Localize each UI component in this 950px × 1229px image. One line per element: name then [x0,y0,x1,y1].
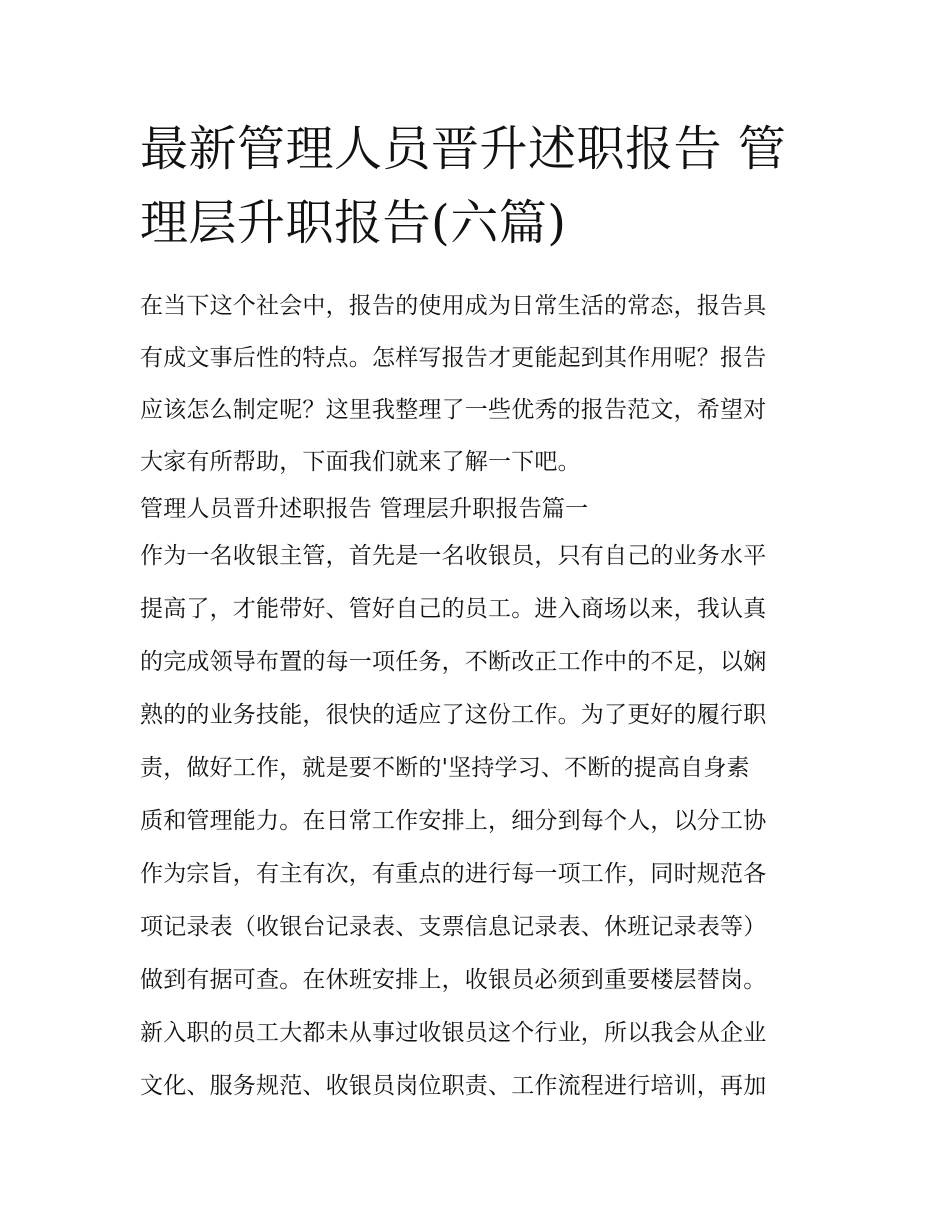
text-line: 在当下这个社会中，报告的使用成为日常生活的常态，报告具 [140,293,767,319]
text-line: 有成文事后性的特点。怎样写报告才更能起到其作用呢？报告 [140,345,767,371]
text-line: 作为宗旨，有主有次，有重点的进行每一项工作，同时规范各 [140,861,767,887]
text-line: 提高了，才能带好、管好自己的员工。进入商场以来，我认真 [140,596,767,622]
text-line: 的完成领导布置的每一项任务，不断改正工作中的不足，以娴 [140,649,767,675]
title-line: 最新管理人员晋升述职报告 管 [140,121,787,177]
text-line: 责，做好工作，就是要不断的'坚持学习、不断的提高自身素 [140,755,750,781]
text-line: 做到有据可查。在休班安排上，收银员必须到重要楼层替岗。 [140,967,767,993]
section-paragraph [140,530,766,1113]
intro-paragraph [140,280,766,488]
text-line: 项记录表（收银台记录表、支票信息记录表、休班记录表等） [140,914,767,940]
text-line: 新入职的员工大都未从事过收银员这个行业，所以我会从企业 [140,1020,767,1046]
text-line: 大家有所帮助，下面我们就来了解一下吧。 [140,449,581,475]
document-body [140,280,766,1113]
title-line: 理层升职报告(六篇) [140,195,567,251]
text-line: 文化、服务规范、收银员岗位职责、工作流程进行培训，再加 [140,1073,767,1099]
text-line: 应该怎么制定呢？这里我整理了一些优秀的报告范文，希望对 [140,397,767,423]
text-line: 作为一名收银主管，首先是一名收银员，只有自己的业务水平 [140,543,767,569]
section-heading: 管理人员晋升述职报告 管理层升职报告篇一 [140,496,589,522]
text-line: 熟的的业务技能，很快的适应了这份工作。为了更好的履行职 [140,702,767,728]
text-line: 质和管理能力。在日常工作安排上，细分到每个人，以分工协 [140,808,767,834]
document-title [140,112,786,260]
